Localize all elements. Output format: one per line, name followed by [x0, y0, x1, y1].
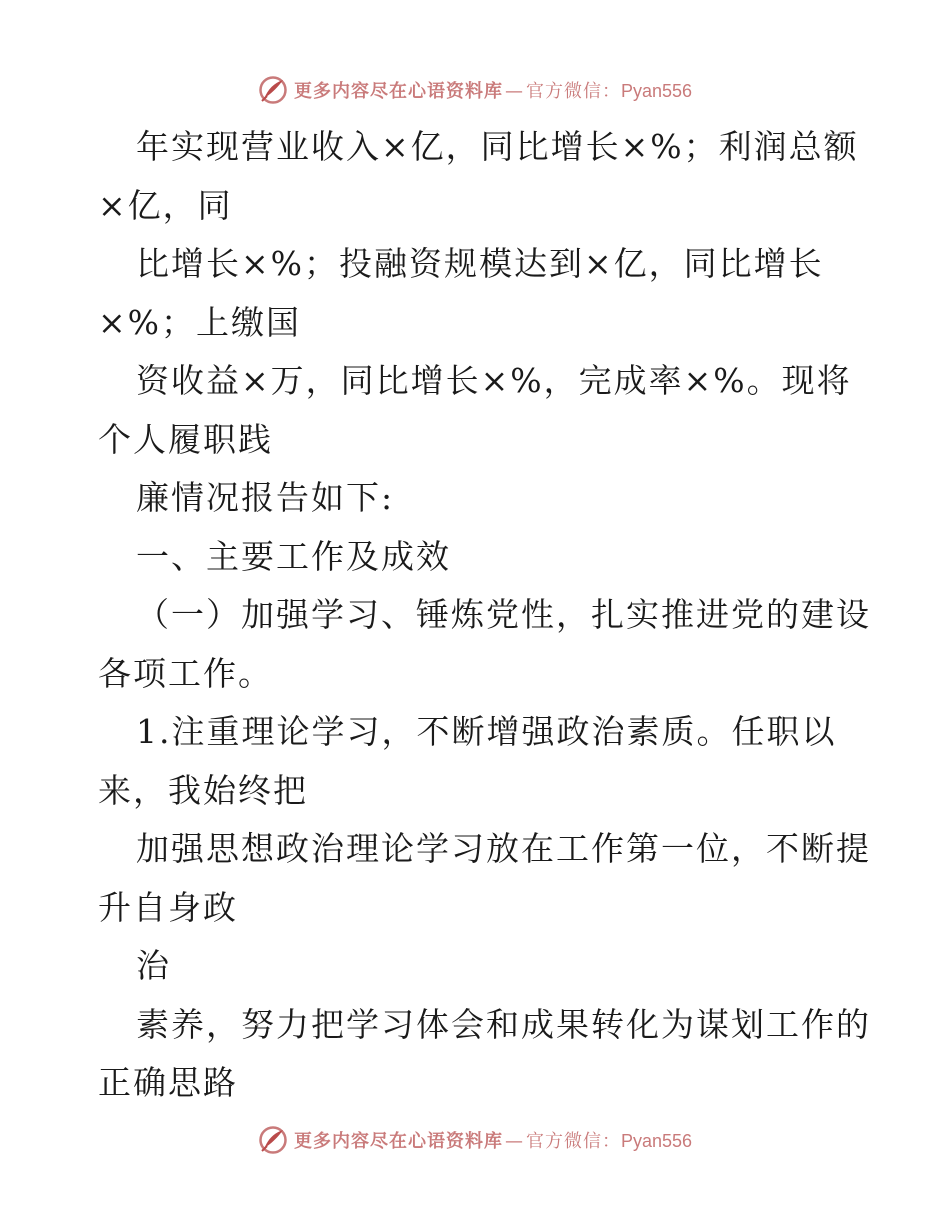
- header-watermark: [0, 72, 950, 108]
- watermark-separator: —: [504, 1131, 524, 1152]
- paragraph-line: 加强思想政治理论学习放在工作第一位，不断提: [136, 829, 871, 868]
- watermark-official: 官方微信：: [525, 1131, 621, 1152]
- paragraph-line: 资收益×万，同比增长×%，完成率×%。现将: [136, 361, 852, 400]
- paragraph-line: 来，我始终把: [98, 770, 308, 810]
- paragraph-line: 素养，努力把学习体会和成果转化为谋划工作的: [136, 1004, 871, 1044]
- watermark-wechat-id: Pyan556: [620, 81, 693, 101]
- watermark-official: 官方微信：: [525, 81, 621, 102]
- paragraph-line: 1.注重理论学习，不断增强政治素质。任职以: [136, 712, 837, 751]
- watermark-wechat-id: Pyan556: [620, 1131, 693, 1151]
- paragraph-line: 比增长×%；投融资规模达到×亿，同比增长: [136, 244, 824, 283]
- quill-logo-icon: [258, 1125, 288, 1155]
- watermark-text: [294, 1127, 692, 1153]
- footer-watermark: [0, 1122, 950, 1158]
- watermark-text: [294, 77, 692, 103]
- paragraph-line: ×亿，同: [98, 185, 233, 225]
- paragraph-line: ×%；上缴国: [98, 302, 302, 342]
- paragraph-line: 年实现营业收入×亿，同比增长×%；利润总额: [136, 127, 859, 166]
- paragraph-line: 治: [136, 946, 171, 985]
- paragraph-line: 升自身政: [98, 887, 238, 927]
- watermark-brand: 更多内容尽在心语资料库: [293, 1131, 503, 1152]
- paragraph-line: 正确思路: [98, 1063, 238, 1102]
- paragraph-line: 各项工作。: [98, 653, 273, 693]
- paragraph-line: 廉情况报告如下:: [136, 478, 395, 517]
- quill-logo-icon: [258, 75, 288, 105]
- document-body: [98, 118, 871, 1113]
- watermark-separator: —: [504, 81, 524, 102]
- paragraph-line: （一）加强学习、锤炼党性，扎实推进党的建设: [136, 595, 871, 634]
- paragraph-line: 一、主要工作及成效: [136, 536, 451, 576]
- paragraph-line: 个人履职践: [98, 419, 273, 459]
- watermark-brand: 更多内容尽在心语资料库: [293, 81, 503, 102]
